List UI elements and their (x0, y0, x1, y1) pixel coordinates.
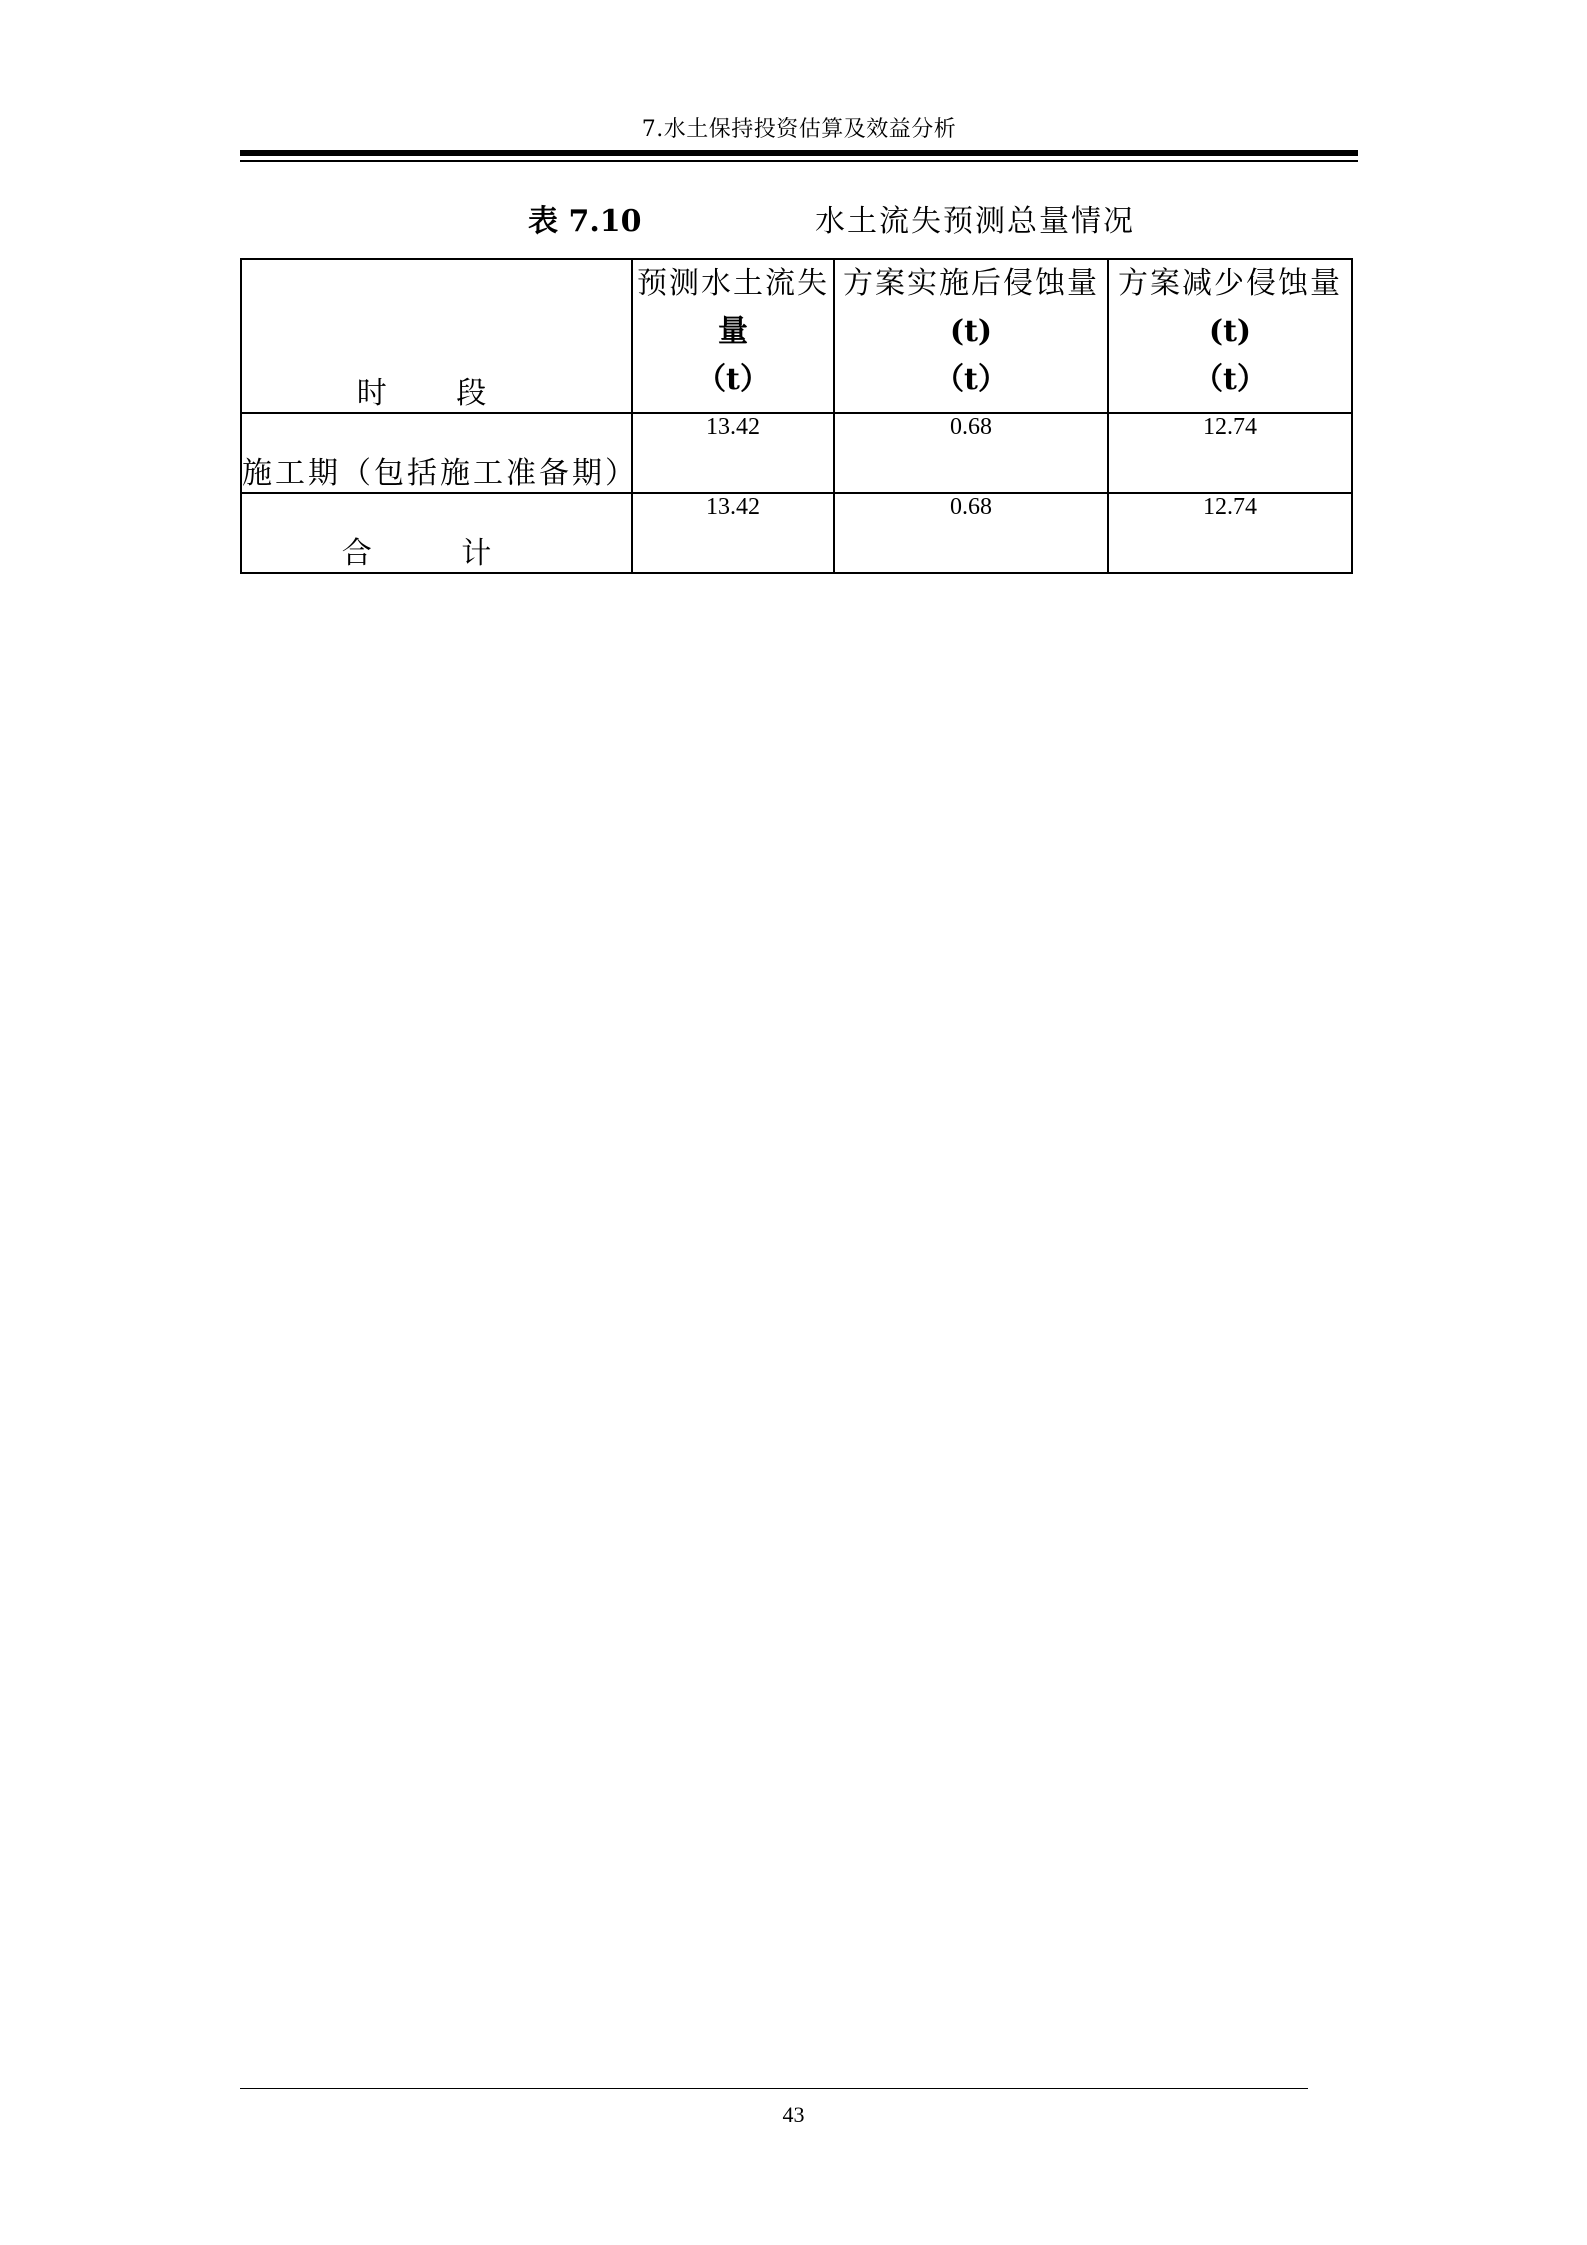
period-header: 时 段 (241, 259, 632, 413)
column-header-line: (t) (1208, 314, 1252, 349)
column-header-line: 预测水土流失 (637, 266, 829, 301)
column-header-reduction (1108, 259, 1352, 413)
table-cell: 12.74 (1108, 413, 1352, 493)
column-header-unit: （t） (1193, 362, 1267, 397)
column-header-line: 量 (718, 314, 748, 349)
table-cell: 0.68 (834, 493, 1108, 573)
column-header-line: 方案实施后侵蚀量 (843, 266, 1099, 301)
row-label: 施工期（包括施工准备期） (241, 413, 632, 493)
running-header: 7.水土保持投资估算及效益分析 (641, 117, 957, 142)
table-row-total (241, 493, 1352, 573)
erosion-table (240, 258, 1353, 574)
table-number: 表 7.10 (528, 204, 642, 239)
table-cell: 12.74 (1108, 493, 1352, 573)
page-number: 43 (782, 2102, 805, 2127)
column-header-unit: （t） (696, 362, 770, 397)
table-caption-title: 水土流失预测总量情况 (815, 204, 1135, 239)
column-header-post-implementation (834, 259, 1108, 413)
column-header-unit: （t） (934, 362, 1008, 397)
table-caption (0, 196, 1587, 239)
table-header-row (241, 259, 1352, 413)
table-cell: 13.42 (632, 493, 834, 573)
header-rule-thick (240, 150, 1358, 156)
column-header-predicted-loss (632, 259, 834, 413)
header-rule-thin (240, 160, 1358, 162)
footer-rule (240, 2088, 1308, 2089)
row-label-total: 合 计 (241, 493, 632, 573)
table-cell: 13.42 (632, 413, 834, 493)
table-cell: 0.68 (834, 413, 1108, 493)
column-header-line: 方案减少侵蚀量 (1118, 266, 1342, 301)
table-row (241, 413, 1352, 493)
column-header-line: (t) (949, 314, 993, 349)
